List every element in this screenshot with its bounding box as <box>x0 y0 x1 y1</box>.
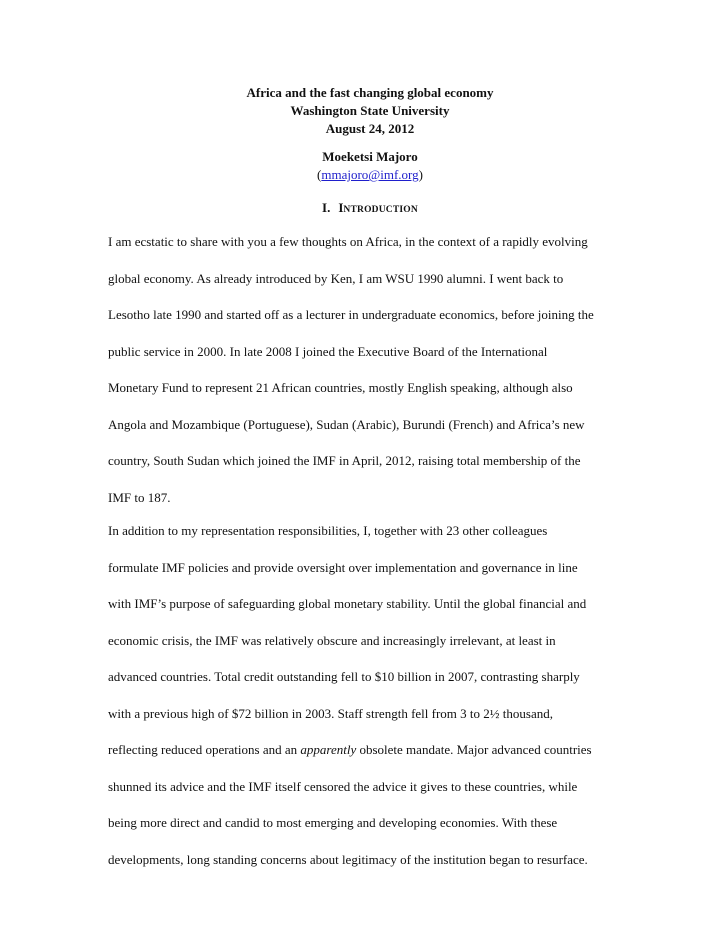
paragraph-line: being more direct and candid to most emerging and developing economies. With these <box>108 815 558 830</box>
email-close-paren: ) <box>418 167 423 182</box>
paragraph-line-with-emphasis <box>108 741 628 778</box>
title-line: Africa and the fast changing global economy <box>246 85 494 100</box>
paragraph-line: advanced countries. Total credit outstanding fell to $10 billion in 2007, contrasting sharply <box>108 669 580 684</box>
paragraph-line: Angola and Mozambique (Portuguese), Sudan (Arabic), Burundi (French) and Africa’s new <box>108 416 585 432</box>
author-email-link[interactable]: mmajoro@imf.org <box>321 167 419 182</box>
paragraph-line: country, South Sudan which joined the IMF in April, 2012, raising total membership of the <box>108 453 581 468</box>
paragraph-line: shunned its advice and the IMF itself censored the advice it gives to these countries, while <box>108 778 578 794</box>
section-title-rest: NTRODUCTION <box>343 205 418 215</box>
section-number: I. <box>322 200 331 215</box>
paragraph-line: global economy. As already introduced by Ken, I am WSU 1990 alumni. I went back to <box>108 270 564 286</box>
email-open-paren: ( <box>317 167 322 182</box>
emphasis-apparently: apparently <box>300 742 357 757</box>
paragraph-line: formulate IMF policies and provide oversight over implementation and governance in line <box>108 559 578 575</box>
author-block <box>0 148 720 184</box>
author-email-line <box>317 167 423 182</box>
paragraph-introduction <box>108 233 628 525</box>
section-heading <box>0 199 720 219</box>
title-date: August 24, 2012 <box>325 121 415 136</box>
paragraph-line: In addition to my representation responsibilities, I, together with 23 other colleagues <box>108 523 548 538</box>
paragraph-line: Monetary Fund to represent 21 African countries, mostly English speaking, although also <box>108 380 573 395</box>
paragraph-line: economic crisis, the IMF was relatively obscure and increasingly irrelevant, at least in <box>108 632 556 648</box>
paragraph-line: public service in 2000. In late 2008 I joined the Executive Board of the International <box>108 343 548 359</box>
author-name: Moeketsi Majoro <box>322 149 418 164</box>
paragraph-line: I am ecstatic to share with you a few thoughts on Africa, in the context of a rapidly evolving <box>108 234 588 249</box>
title-institution: Washington State University <box>290 103 450 118</box>
paragraph-line: with a previous high of $72 billion in 2003. Staff strength fell from 3 to 2½ thousand, <box>108 705 553 721</box>
line-text-after: obsolete mandate. Major advanced countries <box>356 742 592 757</box>
line-text-before: reflecting reduced operations and an <box>108 742 301 757</box>
paragraph-line: with IMF’s purpose of safeguarding global monetary stability. Until the global financial and <box>108 596 587 611</box>
paragraph-line: IMF to 187. <box>108 489 171 505</box>
paragraph-responsibilities <box>108 522 628 887</box>
paragraph-line: Lesotho late 1990 and started off as a lecturer in undergraduate economics, before joining the <box>108 307 594 322</box>
section-title-initial: I <box>338 200 344 215</box>
document-title <box>0 84 720 138</box>
paragraph-line: developments, long standing concerns about legitimacy of the institution began to resurface. <box>108 851 588 867</box>
